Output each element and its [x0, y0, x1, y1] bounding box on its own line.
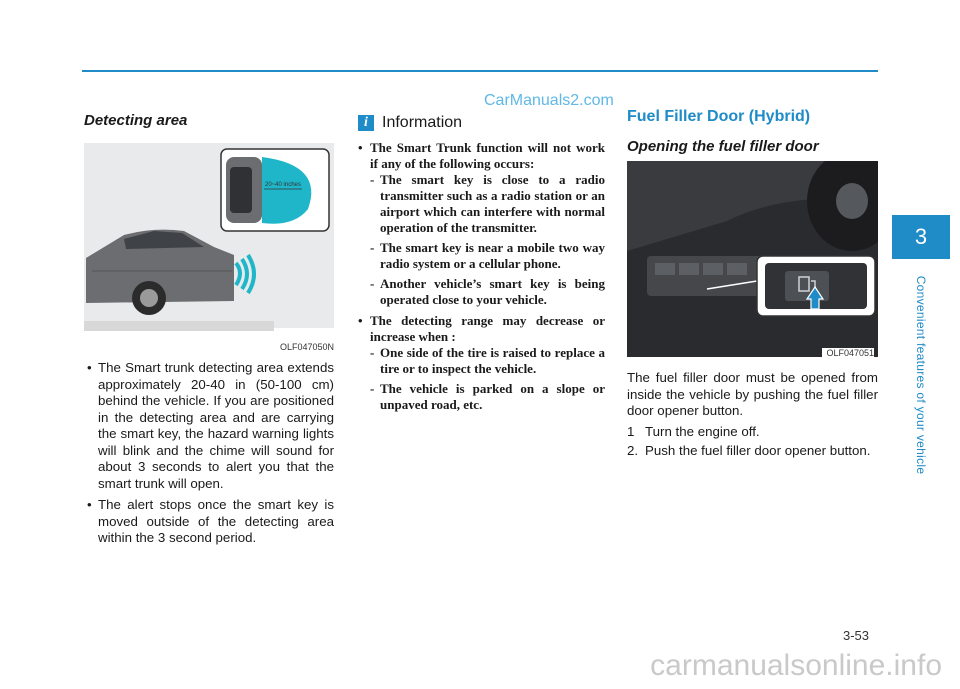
step-text: Push the fuel filler door opener button.	[645, 443, 871, 458]
step-number: 2.	[627, 443, 639, 458]
watermark-bottom: carmanualsonline.info	[650, 649, 942, 682]
column-left	[84, 108, 334, 552]
list-item: • The alert stops once the smart key is moved outside of the detecting area within the 3 second period.	[84, 497, 334, 547]
list-item: - The smart key is near a mobile two way radio system or a cellular phone.	[370, 240, 605, 272]
figure-smart-trunk	[84, 143, 334, 352]
figure-code-left: OLF047050N	[276, 342, 334, 352]
list-item: - Another vehicle’s smart key is being operated close to your vehicle.	[370, 276, 605, 308]
smart-trunk-illustration	[84, 143, 334, 333]
section-title-fuel-filler: Fuel Filler Door (Hybrid)	[627, 108, 811, 125]
distance-label: 20~40 inches	[265, 182, 301, 188]
info-item-text: The detecting range may decrease or increase when :	[370, 313, 605, 344]
left-bullet-list	[84, 360, 334, 547]
information-title: Information	[382, 114, 463, 131]
step-text: Turn the engine off.	[645, 423, 760, 439]
steps-list	[627, 424, 878, 460]
list-item	[358, 140, 605, 308]
chapter-tab: 3	[892, 215, 950, 259]
column-middle	[358, 108, 605, 418]
top-rule	[82, 70, 878, 72]
list-item: - The vehicle is parked on a slope or unpaved road, etc.	[370, 381, 605, 413]
watermark-top: CarManuals2.com	[484, 92, 614, 109]
list-item: - The smart key is close to a radio transmitter such as a radio station or an airport which can interfere with normal operation of the transmitter.	[370, 172, 605, 236]
info-icon: i	[358, 115, 374, 131]
figure-code-right: OLF047051	[822, 348, 874, 358]
page-number: 3-53	[843, 628, 870, 643]
list-item: - One side of the tire is raised to replace a tire or to inspect the vehicle.	[370, 345, 605, 377]
fuel-door-paragraph: The fuel filler door must be opened from inside the vehicle by pushing the fuel filler door opener button.	[627, 370, 878, 418]
chapter-title: Convenient features of your vehicle	[914, 275, 928, 475]
fuel-door-illustration	[627, 161, 878, 357]
information-body	[358, 140, 605, 413]
list-item: • The Smart trunk detecting area extends approximately 20-40 in (50-100 cm) behind the vehicle. If you are positioned in the detecting area and are carrying the smart key, the hazard warning lights will blink and the chime will sound for about 3 seconds to alert you that the smart trunk will open.	[84, 360, 334, 492]
list-item	[358, 313, 605, 413]
figure-fuel-door	[627, 161, 878, 362]
step-number: 1	[627, 423, 635, 439]
subheading-opening-fuel-door: Opening the fuel filler door	[627, 138, 819, 155]
heading-detecting-area: Detecting area	[84, 112, 188, 129]
column-right	[627, 108, 878, 463]
list-item	[627, 424, 878, 441]
list-item	[627, 443, 878, 460]
information-header	[358, 114, 605, 132]
info-item-text: The Smart Trunk function will not work if any of the following occurs:	[370, 140, 605, 171]
